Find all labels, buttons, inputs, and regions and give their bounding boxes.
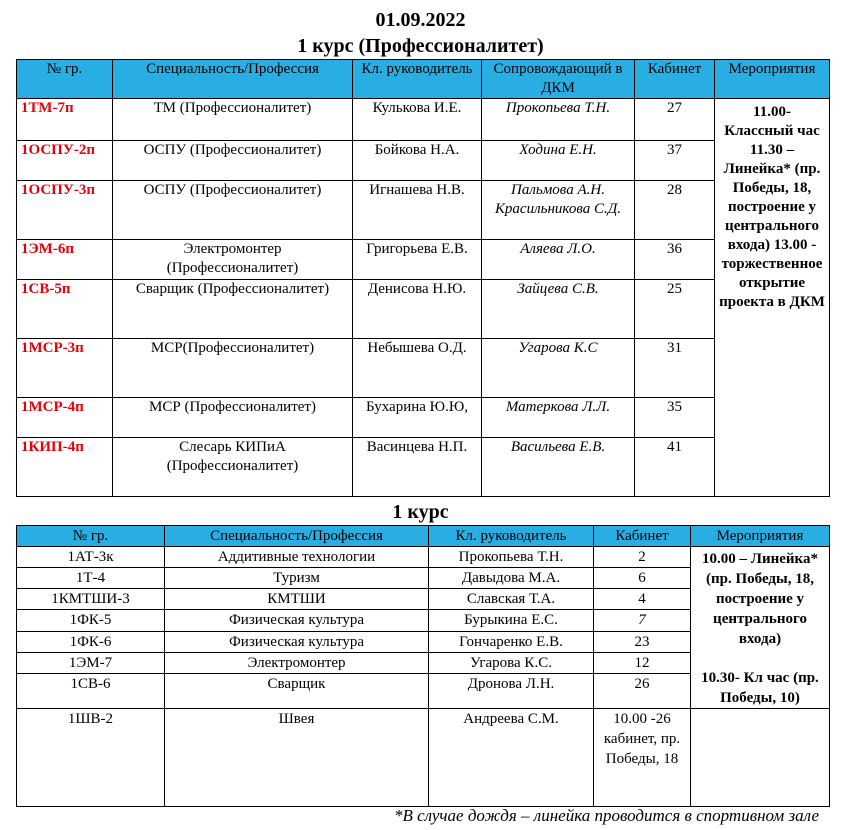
specialty-cell: Электромонтер (Профессионалитет)	[113, 240, 353, 280]
col-header-specialty: Специальность/Профессия	[165, 526, 429, 547]
curator-cell: Гончаренко Е.В.	[429, 631, 594, 652]
curator-cell: Дронова Л.Н.	[429, 674, 594, 709]
table1-header-row	[17, 60, 830, 99]
group-cell: 1Т-4	[17, 568, 165, 589]
table-regular	[16, 525, 830, 807]
specialty-cell: Швея	[165, 709, 429, 807]
table2-header-row	[17, 526, 830, 547]
specialty-cell: МСР (Профессионалитет)	[113, 398, 353, 438]
col-header-escort: Сопровождающий в ДКМ	[482, 60, 635, 99]
table-row	[17, 280, 830, 339]
events-cell: 11.00- Классный час 11.30 – Линейка* (пр. Победы, 18, построение у центрального входа) 13.00 - торжественное открытие проекта в ДКМ	[715, 99, 830, 497]
room-cell: 12	[594, 652, 691, 673]
room-cell: 7	[594, 610, 691, 631]
empty-events-cell	[691, 709, 830, 807]
table-row	[17, 240, 830, 280]
room-cell: 25	[635, 280, 715, 339]
curator-cell: Прокопьева Т.Н.	[429, 547, 594, 568]
group-cell: 1МСР-3п	[17, 339, 113, 398]
specialty-cell: Сварщик (Профессионалитет)	[113, 280, 353, 339]
escort-cell: Прокопьева Т.Н.	[482, 99, 635, 141]
room-cell: 27	[635, 99, 715, 141]
table-row	[17, 339, 830, 398]
col-header-events: Мероприятия	[691, 526, 830, 547]
table-row	[17, 438, 830, 497]
table-row	[17, 547, 830, 568]
table-row	[17, 99, 830, 141]
group-cell: 1АТ-3к	[17, 547, 165, 568]
curator-cell: Небышева О.Д.	[353, 339, 482, 398]
specialty-cell: Электромонтер	[165, 652, 429, 673]
table-row	[17, 709, 830, 807]
events-line-2: 10.30- Кл час (пр. Победы, 10)	[701, 670, 819, 706]
col-header-group: № гр.	[17, 526, 165, 547]
group-cell: 1ФК-6	[17, 631, 165, 652]
group-cell: 1ТМ-7п	[17, 99, 113, 141]
room-cell: 10.00 -26 кабинет, пр. Победы, 18	[594, 709, 691, 807]
room-cell: 37	[635, 141, 715, 181]
events-line-1: 10.00 – Линейка* (пр. Победы, 18, построение у центрального входа)	[702, 551, 818, 647]
col-header-curator: Кл. руководитель	[429, 526, 594, 547]
escort-cell: Аляева Л.О.	[482, 240, 635, 280]
col-header-room: Кабинет	[594, 526, 691, 547]
curator-cell: Бойкова Н.А.	[353, 141, 482, 181]
curator-cell: Игнашева Н.В.	[353, 181, 482, 240]
escort-cell: Матеркова Л.Л.	[482, 398, 635, 438]
col-header-events: Мероприятия	[715, 60, 830, 99]
specialty-cell: ОСПУ (Профессионалитет)	[113, 141, 353, 181]
specialty-cell: Физическая культура	[165, 610, 429, 631]
curator-cell: Славская Т.А.	[429, 589, 594, 610]
group-cell: 1МСР-4п	[17, 398, 113, 438]
specialty-cell: Сварщик	[165, 674, 429, 709]
date-title: 01.09.2022	[375, 9, 466, 31]
table-profesionalitet	[16, 59, 830, 497]
specialty-cell: ТМ (Профессионалитет)	[113, 99, 353, 141]
room-cell: 23	[594, 631, 691, 652]
escort-cell: Васильева Е.В.	[482, 438, 635, 497]
curator-cell: Кулькова И.Е.	[353, 99, 482, 141]
specialty-cell: КМТШИ	[165, 589, 429, 610]
curator-cell: Бухарина Ю.Ю,	[353, 398, 482, 438]
table-row	[17, 141, 830, 181]
events-cell	[691, 547, 830, 709]
room-cell: 26	[594, 674, 691, 709]
curator-cell: Васинцева Н.П.	[353, 438, 482, 497]
table-row	[17, 398, 830, 438]
table-row	[17, 181, 830, 240]
specialty-cell: Слесарь КИПиА (Профессионалитет)	[113, 438, 353, 497]
curator-cell: Денисова Н.Ю.	[353, 280, 482, 339]
escort-cell: Пальмова А.Н. Красильникова С.Д.	[482, 181, 635, 240]
specialty-cell: Аддитивные технологии	[165, 547, 429, 568]
col-header-curator: Кл. руководитель	[353, 60, 482, 99]
rain-footnote: *В случае дождя – линейка проводится в спортивном зале	[394, 806, 819, 825]
specialty-cell: Туризм	[165, 568, 429, 589]
room-cell: 6	[594, 568, 691, 589]
room-cell: 28	[635, 181, 715, 240]
group-cell: 1СВ-6	[17, 674, 165, 709]
section2-title: 1 курс	[392, 501, 449, 523]
room-cell: 4	[594, 589, 691, 610]
curator-cell: Угарова К.С.	[429, 652, 594, 673]
group-cell: 1ЭМ-7	[17, 652, 165, 673]
curator-cell: Давыдова М.А.	[429, 568, 594, 589]
group-cell: 1ШВ-2	[17, 709, 165, 807]
specialty-cell: ОСПУ (Профессионалитет)	[113, 181, 353, 240]
room-cell: 35	[635, 398, 715, 438]
col-header-group: № гр.	[17, 60, 113, 99]
col-header-specialty: Специальность/Профессия	[113, 60, 353, 99]
group-cell: 1ФК-5	[17, 610, 165, 631]
group-cell: 1СВ-5п	[17, 280, 113, 339]
curator-cell: Григорьева Е.В.	[353, 240, 482, 280]
room-cell: 41	[635, 438, 715, 497]
room-cell: 31	[635, 339, 715, 398]
escort-cell: Зайцева С.В.	[482, 280, 635, 339]
col-header-room: Кабинет	[635, 60, 715, 99]
group-cell: 1КМТШИ-3	[17, 589, 165, 610]
curator-cell: Андреева С.М.	[429, 709, 594, 807]
escort-cell: Ходина Е.Н.	[482, 141, 635, 181]
group-cell: 1КИП-4п	[17, 438, 113, 497]
specialty-cell: МСР(Профессионалитет)	[113, 339, 353, 398]
room-cell: 2	[594, 547, 691, 568]
specialty-cell: Физическая культура	[165, 631, 429, 652]
group-cell: 1ЭМ-6п	[17, 240, 113, 280]
group-cell: 1ОСПУ-2п	[17, 141, 113, 181]
room-cell: 36	[635, 240, 715, 280]
group-cell: 1ОСПУ-3п	[17, 181, 113, 240]
curator-cell: Бурыкина Е.С.	[429, 610, 594, 631]
escort-cell: Угарова К.С	[482, 339, 635, 398]
section1-title: 1 курс (Профессионалитет)	[297, 35, 544, 57]
